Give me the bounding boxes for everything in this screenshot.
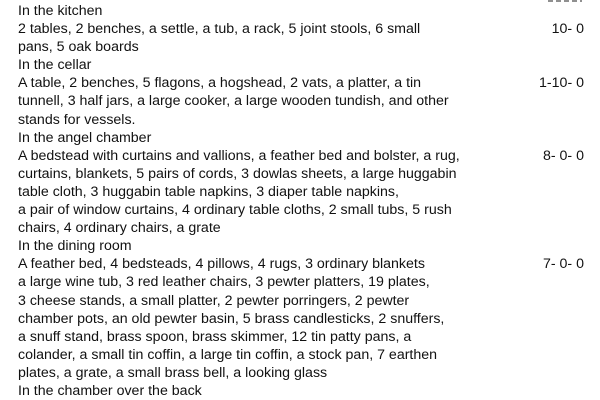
- kitchen-line-2: pans, 5 oak boards: [18, 39, 139, 56]
- amount-kitchen: 10- 0: [551, 21, 584, 38]
- amount-cellar: 1-10- 0: [539, 75, 584, 92]
- amount-angel-chamber: 8- 0- 0: [542, 147, 584, 164]
- angel-chamber-line-1: A bedstead with curtains and vallions, a feather bed and bolster, a rug,: [18, 147, 460, 164]
- cellar-line-3: stands for vessels.: [18, 111, 136, 128]
- dining-room-line-1: A feather bed, 4 bedsteads, 4 pillows, 4 rugs, 3 ordinary blankets: [18, 256, 425, 273]
- dining-room-line-7: plates, a grate, a small brass bell, a looking glass: [18, 364, 328, 381]
- angel-chamber-line-2: curtains, blankets, 5 pairs of cords, 3 dowlas sheets, a large huggabin: [18, 165, 457, 182]
- dining-room-line-3: 3 cheese stands, a small platter, 2 pewter porringers, 2 pewter: [18, 292, 410, 309]
- dining-room-line-4: chamber pots, an old pewter basin, 5 brass candlesticks, 2 snuffers,: [18, 310, 445, 327]
- section-heading-angel-chamber: In the angel chamber: [18, 129, 152, 146]
- section-heading-cellar: In the cellar: [18, 57, 92, 74]
- dining-room-line-5: a snuff stand, brass spoon, brass skimmer, 12 tin patty pans, a: [18, 328, 412, 345]
- cellar-line-1: A table, 2 benches, 5 flagons, a hogshead, 2 vats, a platter, a tin: [18, 75, 422, 92]
- dining-room-line-2: a large wine tub, 3 red leather chairs, 3 pewter platters, 19 plates,: [18, 274, 430, 291]
- inventory-text-column: [18, 2, 528, 400]
- dining-room-line-6: colander, a small tin coffin, a large tin coffin, a stock pan, 7 earthen: [18, 346, 438, 363]
- section-heading-chamber-over-back: In the chamber over the back: [18, 382, 202, 399]
- angel-chamber-line-5: chairs, 4 ordinary chairs, a grate: [18, 220, 221, 237]
- kitchen-line-1: 2 tables, 2 benches, a settle, a tub, a rack, 5 joint stools, 6 small: [18, 21, 421, 38]
- cellar-line-2: tunnell, 3 half jars, a large cooker, a large wooden tundish, and other: [18, 93, 449, 110]
- amount-dining-room: 7- 0- 0: [542, 256, 584, 273]
- section-heading-dining-room: In the dining room: [18, 238, 132, 255]
- cropped-top-amount: [548, 0, 582, 2]
- angel-chamber-line-3: table cloth, 3 huggabin table napkins, 3 diaper table napkins,: [18, 183, 399, 200]
- angel-chamber-line-4: a pair of window curtains, 4 ordinary table cloths, 2 small tubs, 5 rush: [18, 202, 452, 219]
- section-heading-kitchen: In the kitchen: [18, 3, 103, 19]
